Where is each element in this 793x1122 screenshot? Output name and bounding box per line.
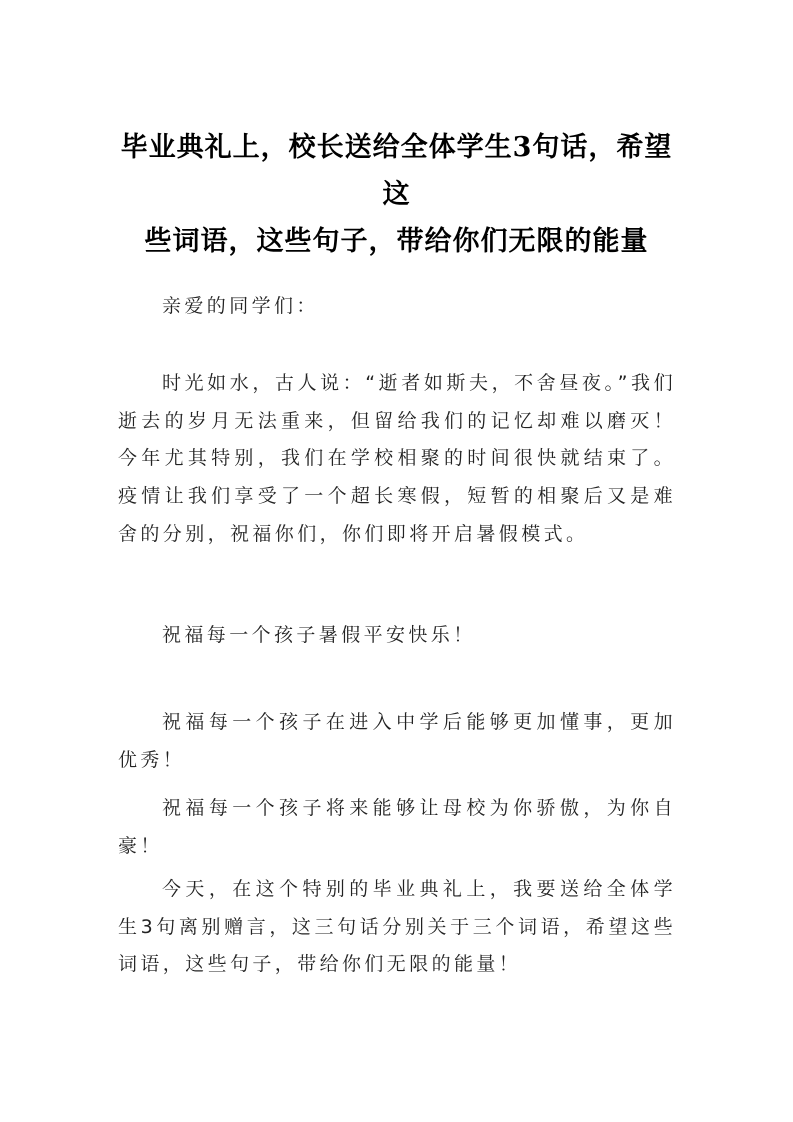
- document-title: [112, 124, 681, 265]
- greeting: 亲爱的同学们：: [162, 295, 319, 317]
- paragraph-4: 祝福每一个孩子将来能够让母校为你骄傲，为你自豪！: [118, 797, 676, 857]
- title-line-1: 毕业典礼上，校长送给全体学生3句话，希望这: [120, 132, 673, 210]
- paragraph-5: 今天，在这个特别的毕业典礼上，我要送给全体学生3句离别赠言，这三句话分别关于三个词语，希望这些词语，这些句子，带给你们无限的能量！: [118, 878, 676, 976]
- title-line-2: 些词语，这些句子，带给你们无限的能量: [144, 226, 649, 257]
- paragraph-2: 祝福每一个孩子暑假平安快乐！: [162, 624, 476, 646]
- paragraph-3: 祝福每一个孩子在进入中学后能够更加懂事，更加优秀！: [118, 711, 676, 771]
- paragraph-1: 时光如水，古人说：“逝者如斯夫，不舍昼夜。”我们逝去的岁月无法重来，但留给我们的记忆却难以磨灭！今年尤其特别，我们在学校相聚的时间很快就结束了。疫情让我们享受了一个超长寒假，短暂的相聚后又是难舍的分别，祝福你们，你们即将开启暑假模式。: [118, 372, 676, 545]
